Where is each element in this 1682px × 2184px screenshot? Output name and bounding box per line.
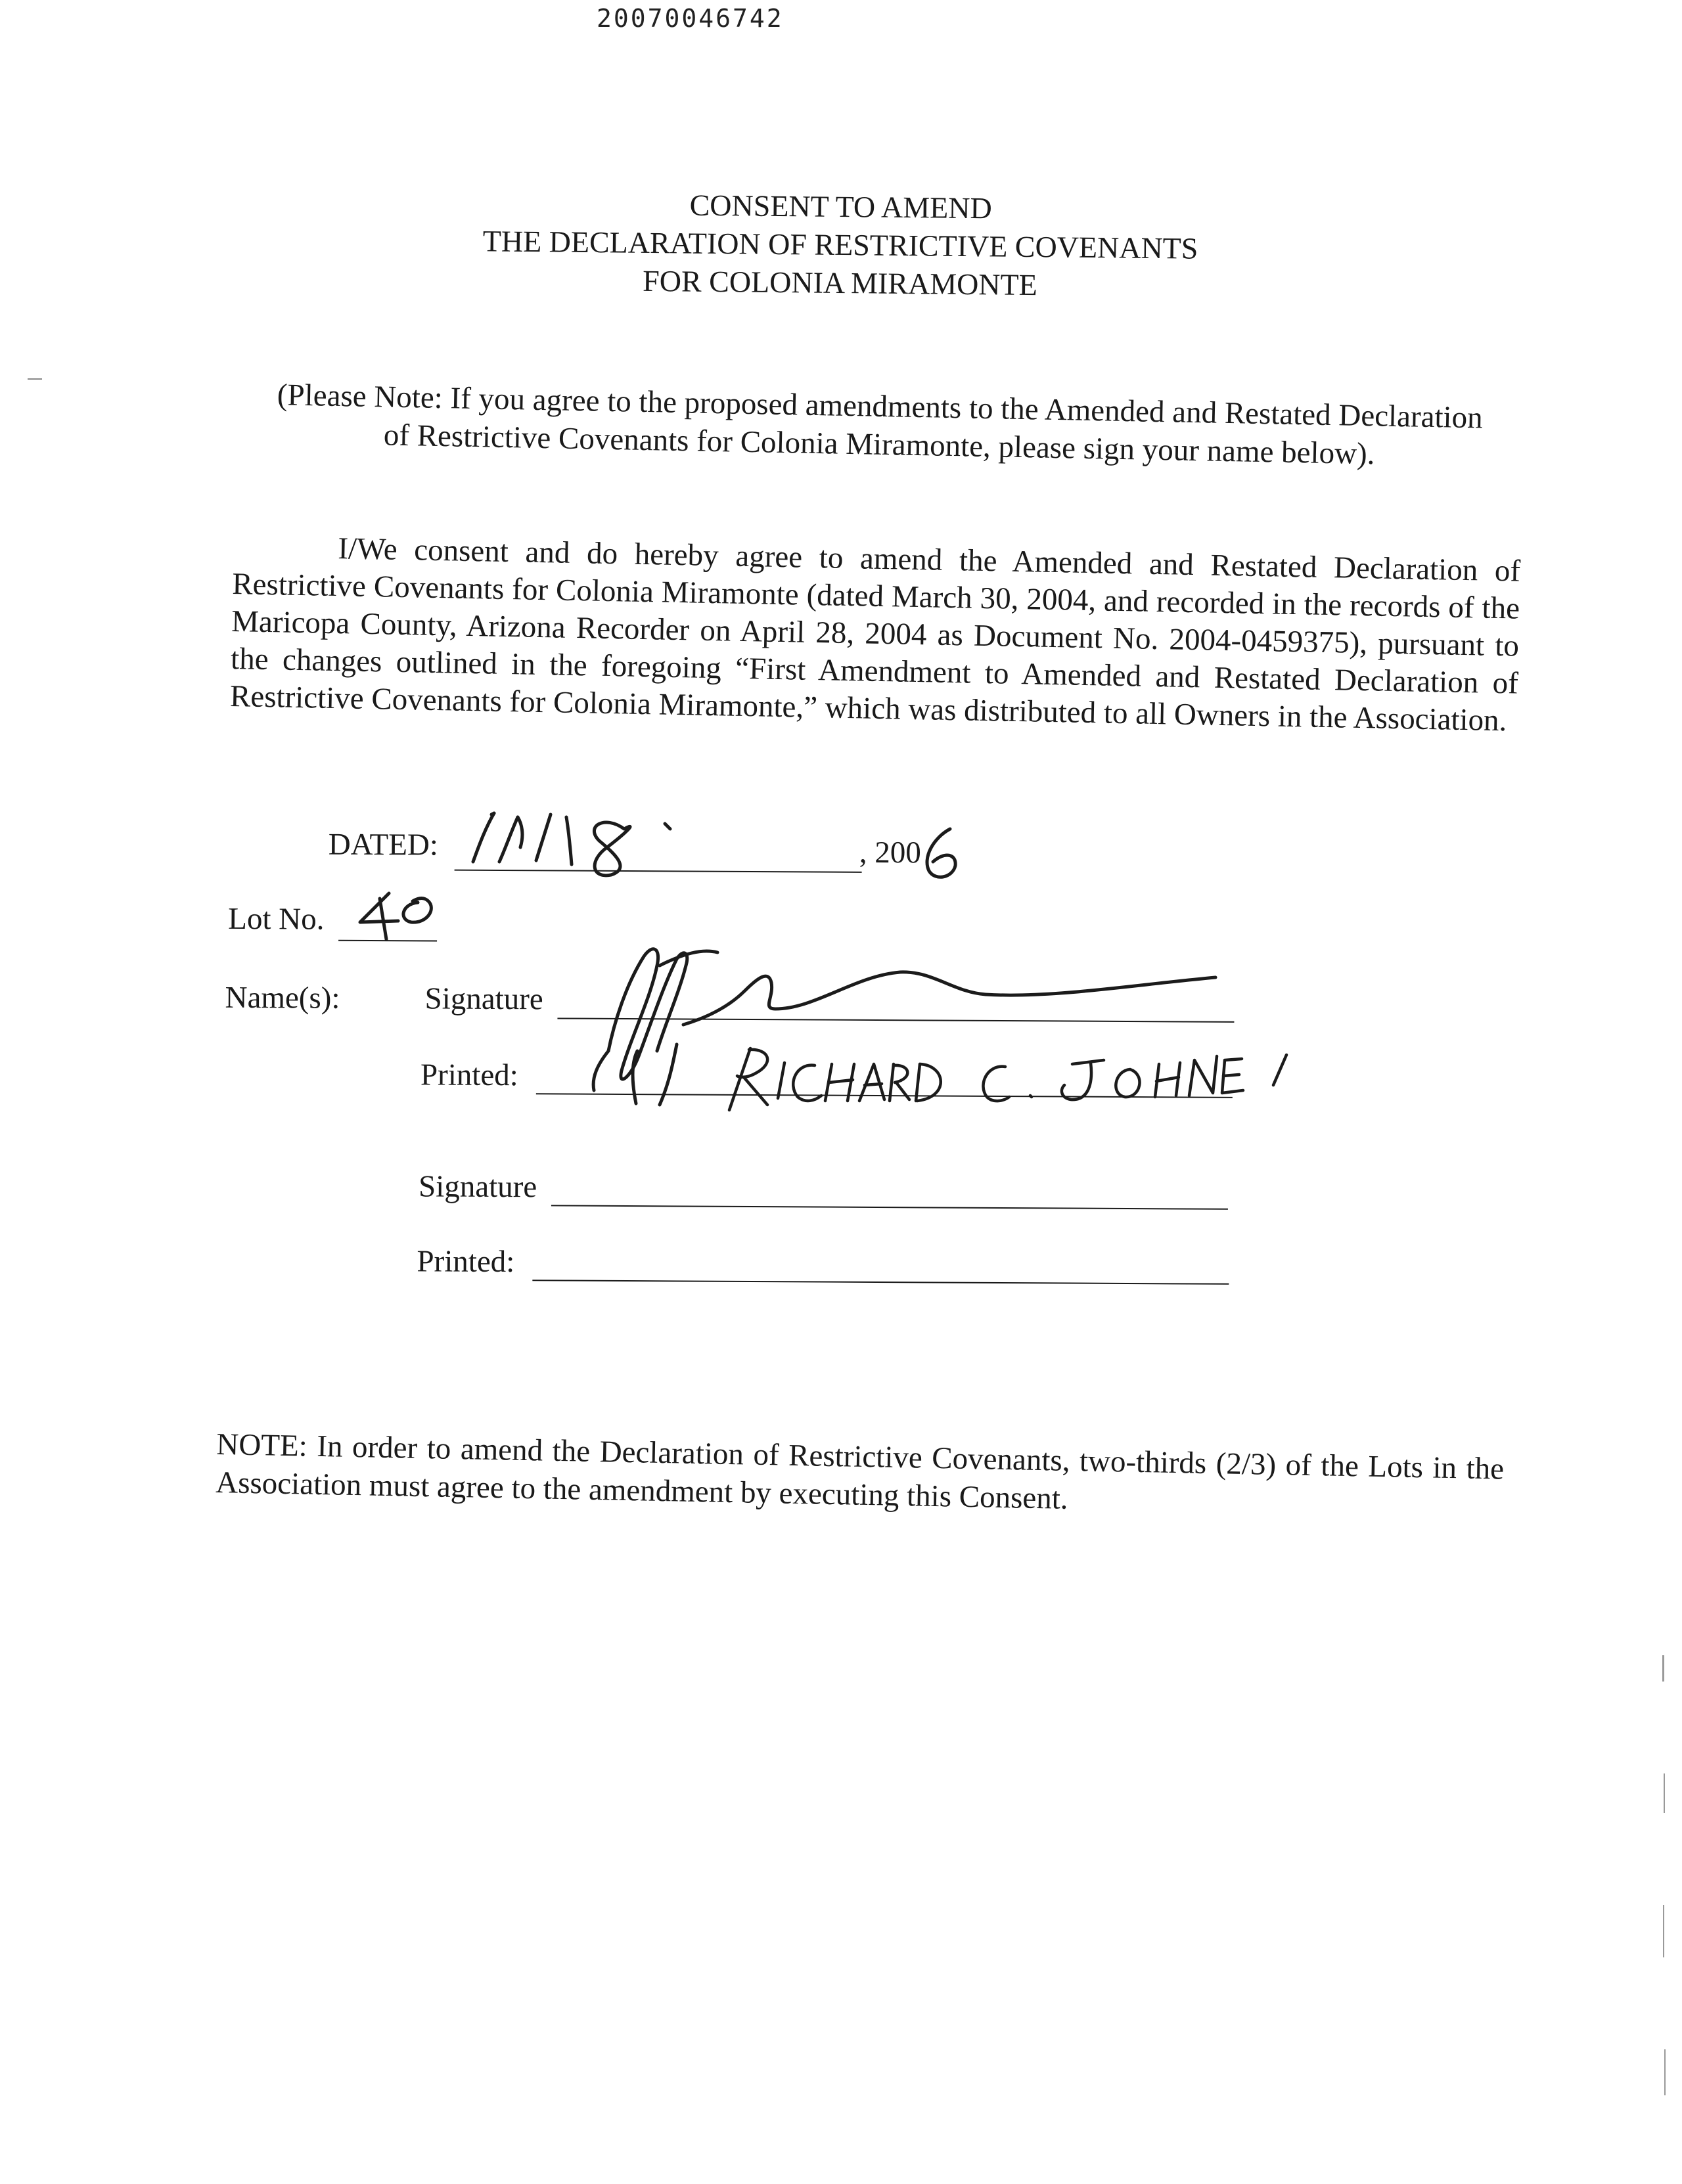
please-note-paragraph: (Please Note: If you agree to the proposed amendments to the Amended and Restated Declaration of Restrictive Covenants for Colonia Miramonte, please sign your name below). — [277, 378, 1484, 472]
names-label: Name(s): — [225, 980, 340, 1015]
printed-label-2: Printed: — [417, 1244, 515, 1280]
scan-speck — [1662, 1655, 1664, 1682]
dated-line[interactable] — [455, 870, 862, 873]
signature-line-1[interactable] — [557, 1017, 1234, 1022]
lot-line[interactable] — [338, 940, 437, 942]
note-paragraph: NOTE: In order to amend the Declaration of Restrictive Covenants, two-thirds (2/3) of the Lots in the Association must agree to the amendment by executing this Consent. — [215, 1427, 1505, 1516]
signature-line-2[interactable] — [551, 1205, 1228, 1209]
scan-speck — [1664, 1773, 1665, 1813]
printed-label-1: Printed: — [420, 1058, 518, 1093]
signature-label-2: Signature — [418, 1169, 537, 1205]
recording-number: 20070046742 — [597, 4, 784, 33]
year-prefix: , 200 — [859, 835, 921, 870]
lot-label: Lot No. — [228, 901, 325, 937]
title-line-3: FOR COLONIA MIRAMONTE — [642, 263, 1038, 302]
signature-label-1: Signature — [424, 981, 543, 1017]
printed-line-2[interactable] — [532, 1280, 1229, 1285]
printed-line-1[interactable] — [536, 1093, 1233, 1098]
title-line-2: THE DECLARATION OF RESTRICTIVE COVENANTS — [482, 224, 1198, 265]
title-line-1: CONSENT TO AMEND — [689, 188, 992, 225]
scan-speck — [1663, 1905, 1664, 1957]
dated-label: DATED: — [328, 827, 439, 862]
scan-speck — [1664, 2049, 1666, 2095]
consent-paragraph: I/We consent and do hereby agree to amend the Amended and Restated Declaration of Restrictive Covenants for Colonia Miramonte (dated March 30, 2004, and recorded in the records of the Maricopa County, Arizona Recorder on April 28, 2004 as Document No. 2004-0459375), pursuant to the changes outlined in the foregoing “First Amendment to Amended and Restated Declaration of Restrictive Covenants for Colonia Miramonte,” which was distributed to all Owners in the Association. — [229, 531, 1521, 738]
